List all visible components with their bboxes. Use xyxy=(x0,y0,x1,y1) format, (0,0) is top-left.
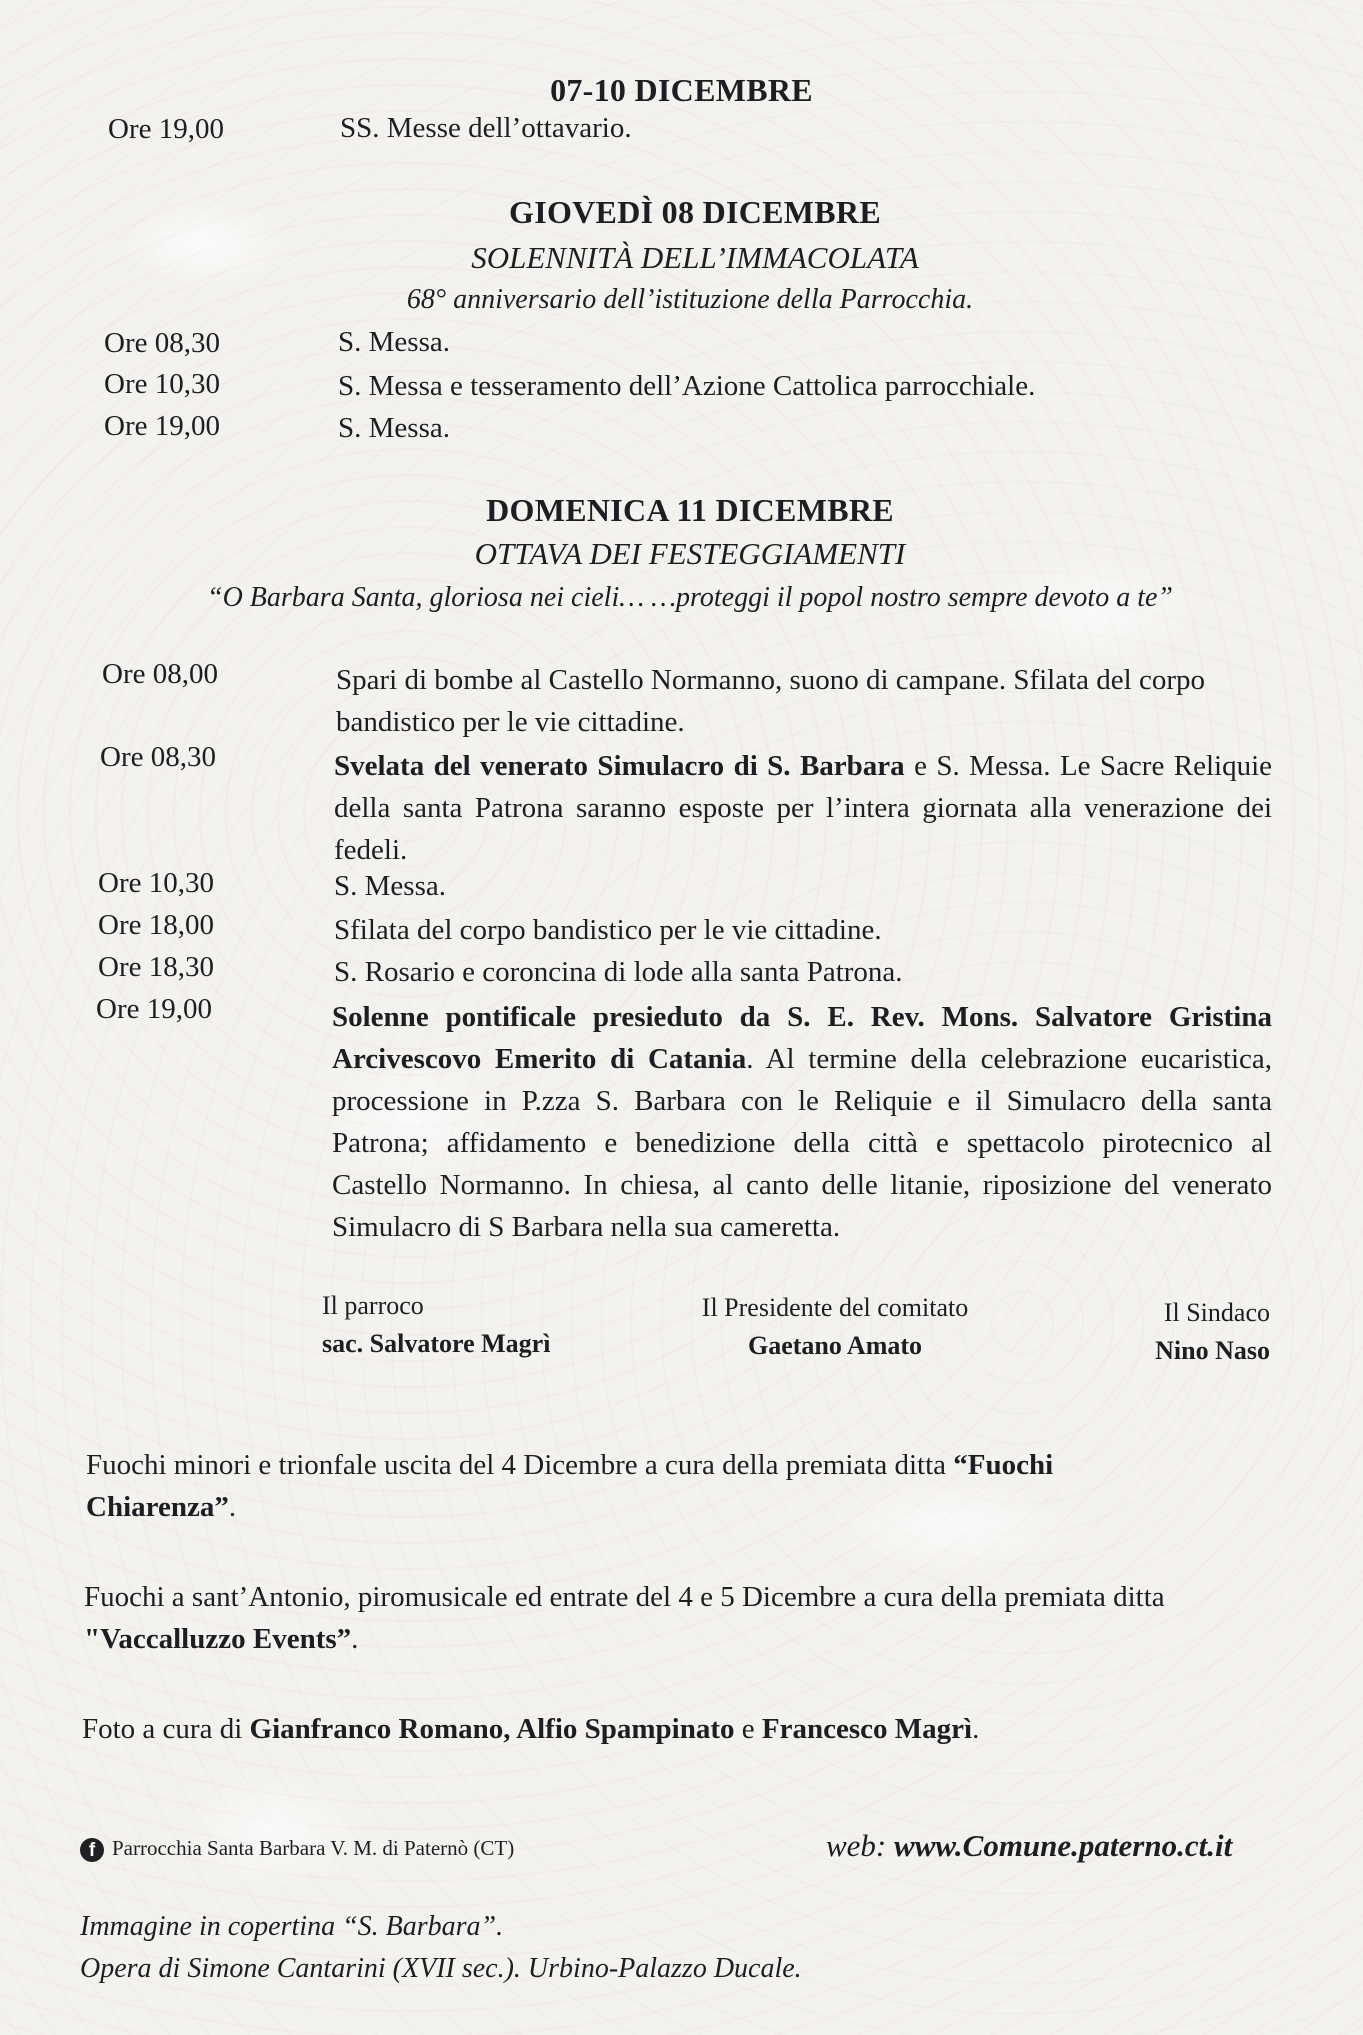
section3-heading: DOMENICA 11 DICEMBRE xyxy=(486,492,894,528)
signature-sindaco-role: Il Sindaco xyxy=(1163,1298,1270,1327)
section2-time-2: Ore 10,30 xyxy=(104,368,220,400)
section1-desc-1: SS. Messe dell’ottavario. xyxy=(340,112,632,144)
credits-fuochi-chiarenza xyxy=(86,1444,1196,1528)
section3-desc-1-text: Spari di bombe al Castello Normanno, suono di campane. Sfilata del corpo bandistico per le vie cittadine. xyxy=(336,664,1205,738)
web-prefix: web: xyxy=(826,1828,895,1863)
section2-desc-3: S. Messa. xyxy=(338,412,450,444)
section2-time-3: Ore 19,00 xyxy=(104,410,220,442)
cover-caption-line1: Immagine in copertina “S. Barbara”. xyxy=(80,1911,504,1942)
web-link[interactable] xyxy=(826,1828,1232,1864)
web-url: www.Comune.paterno.ct.it xyxy=(894,1828,1233,1863)
section3-time-3: Ore 10,30 xyxy=(98,867,214,899)
section1-heading: 07-10 DICEMBRE xyxy=(550,72,813,108)
signature-presidente-name: Gaetano Amato xyxy=(747,1331,923,1360)
cover-caption-line2: Opera di Simone Cantarini (XVII sec.). Urbino-Palazzo Ducale. xyxy=(80,1953,802,1984)
credits-foto-end: . xyxy=(972,1713,980,1745)
section3-desc-5: S. Rosario e coroncina di lode alla santa Patrona. xyxy=(334,956,903,988)
section3-desc-6-text: . Al termine della celebrazione eucaristica, processione in P.zza S. Barbara con le Reliquie e il Simulacro della santa Patrona; affidamento e benedizione della città e spettacolo pirotecnico al Castello Normanno. In chiesa, al canto delle litanie, riposizione del venerato Simulacro di S Barbara nella sua cameretta. xyxy=(332,1043,1272,1243)
section3-desc-6 xyxy=(332,996,1272,1248)
section3-desc-2 xyxy=(334,745,1272,871)
section2-desc-1: S. Messa. xyxy=(338,326,450,358)
credits-fuochi1-bold: “Fuochi Chiarenza” xyxy=(86,1449,1054,1523)
credits-foto-mid: e xyxy=(734,1713,762,1745)
credits-foto xyxy=(82,1708,1282,1750)
signature-parroco-name: sac. Salvatore Magrì xyxy=(322,1329,551,1358)
signature-presidente xyxy=(660,1289,1010,1365)
facebook-label: Parrocchia Santa Barbara V. M. di Paternò (CT) xyxy=(112,1836,515,1860)
section3-subheading: OTTAVA DEI FESTEGGIAMENTI xyxy=(474,536,906,571)
credits-vaccalluzzo xyxy=(84,1576,1244,1660)
credits-fuochi2-text: Fuochi a sant’Antonio, piromusicale ed entrate del 4 e 5 Dicembre a cura della premiata ditta xyxy=(84,1581,1165,1613)
section3-time-6: Ore 19,00 xyxy=(96,993,212,1025)
section3-desc-4: Sfilata del corpo bandistico per le vie cittadine. xyxy=(334,914,882,946)
section3-time-2: Ore 08,30 xyxy=(100,741,216,773)
section3-quote: “O Barbara Santa, gloriosa nei cieli… …proteggi il popol nostro sempre devoto a te” xyxy=(207,582,1173,613)
signature-sindaco-name: Nino Naso xyxy=(1155,1336,1270,1365)
section3-desc-3: S. Messa. xyxy=(334,870,446,902)
section2-desc-2: S. Messa e tesseramento dell’Azione Cattolica parrocchiale. xyxy=(338,370,1036,402)
signature-parroco-role: Il parroco xyxy=(322,1291,424,1320)
signature-parroco xyxy=(322,1287,550,1363)
section2-note: 68° anniversario dell’istituzione della Parrocchia. xyxy=(406,284,974,315)
signature-presidente-role: Il Presidente del comitato xyxy=(701,1293,969,1322)
credits-foto-bold2: Francesco Magrì xyxy=(761,1713,973,1745)
facebook-link[interactable] xyxy=(80,1836,514,1862)
section2-heading: GIOVEDÌ 08 DICEMBRE xyxy=(509,194,881,230)
facebook-icon: f xyxy=(80,1838,104,1862)
section3-desc-2-text: e S. Messa. Le Sacre Reliquie della santa Patrona saranno esposte per l’intera giornata alla venerazione dei fedeli. xyxy=(334,750,1273,866)
credits-fuochi1-end: . xyxy=(228,1491,237,1523)
credits-fuochi2-end: . xyxy=(351,1623,359,1655)
section2-time-1: Ore 08,30 xyxy=(104,327,220,359)
credits-fuochi2-bold: "Vaccalluzzo Events” xyxy=(84,1623,352,1655)
credits-foto-text: Foto a cura di xyxy=(82,1713,250,1745)
section2-subheading: SOLENNITÀ DELL’IMMACOLATA xyxy=(471,240,919,275)
credits-foto-bold: Gianfranco Romano, Alfio Spampinato xyxy=(249,1713,735,1745)
section3-time-5: Ore 18,30 xyxy=(98,951,214,983)
signature-sindaco xyxy=(1140,1294,1270,1370)
section3-time-4: Ore 18,00 xyxy=(98,909,214,941)
section3-desc-6-bold: Solenne pontificale presieduto da S. E. Rev. Mons. Salvatore Gristina Arcivescovo Emerito di Catania xyxy=(332,1001,1272,1075)
credits-fuochi1-text: Fuochi minori e trionfale uscita del 4 Dicembre a cura della premiata ditta xyxy=(86,1449,954,1481)
section3-desc-1 xyxy=(336,659,1282,743)
section3-desc-2-bold: Svelata del venerato Simulacro di S. Barbara xyxy=(334,750,905,782)
section3-time-1: Ore 08,00 xyxy=(102,658,218,690)
section1-time-1: Ore 19,00 xyxy=(108,113,224,145)
cover-caption xyxy=(80,1906,802,1990)
